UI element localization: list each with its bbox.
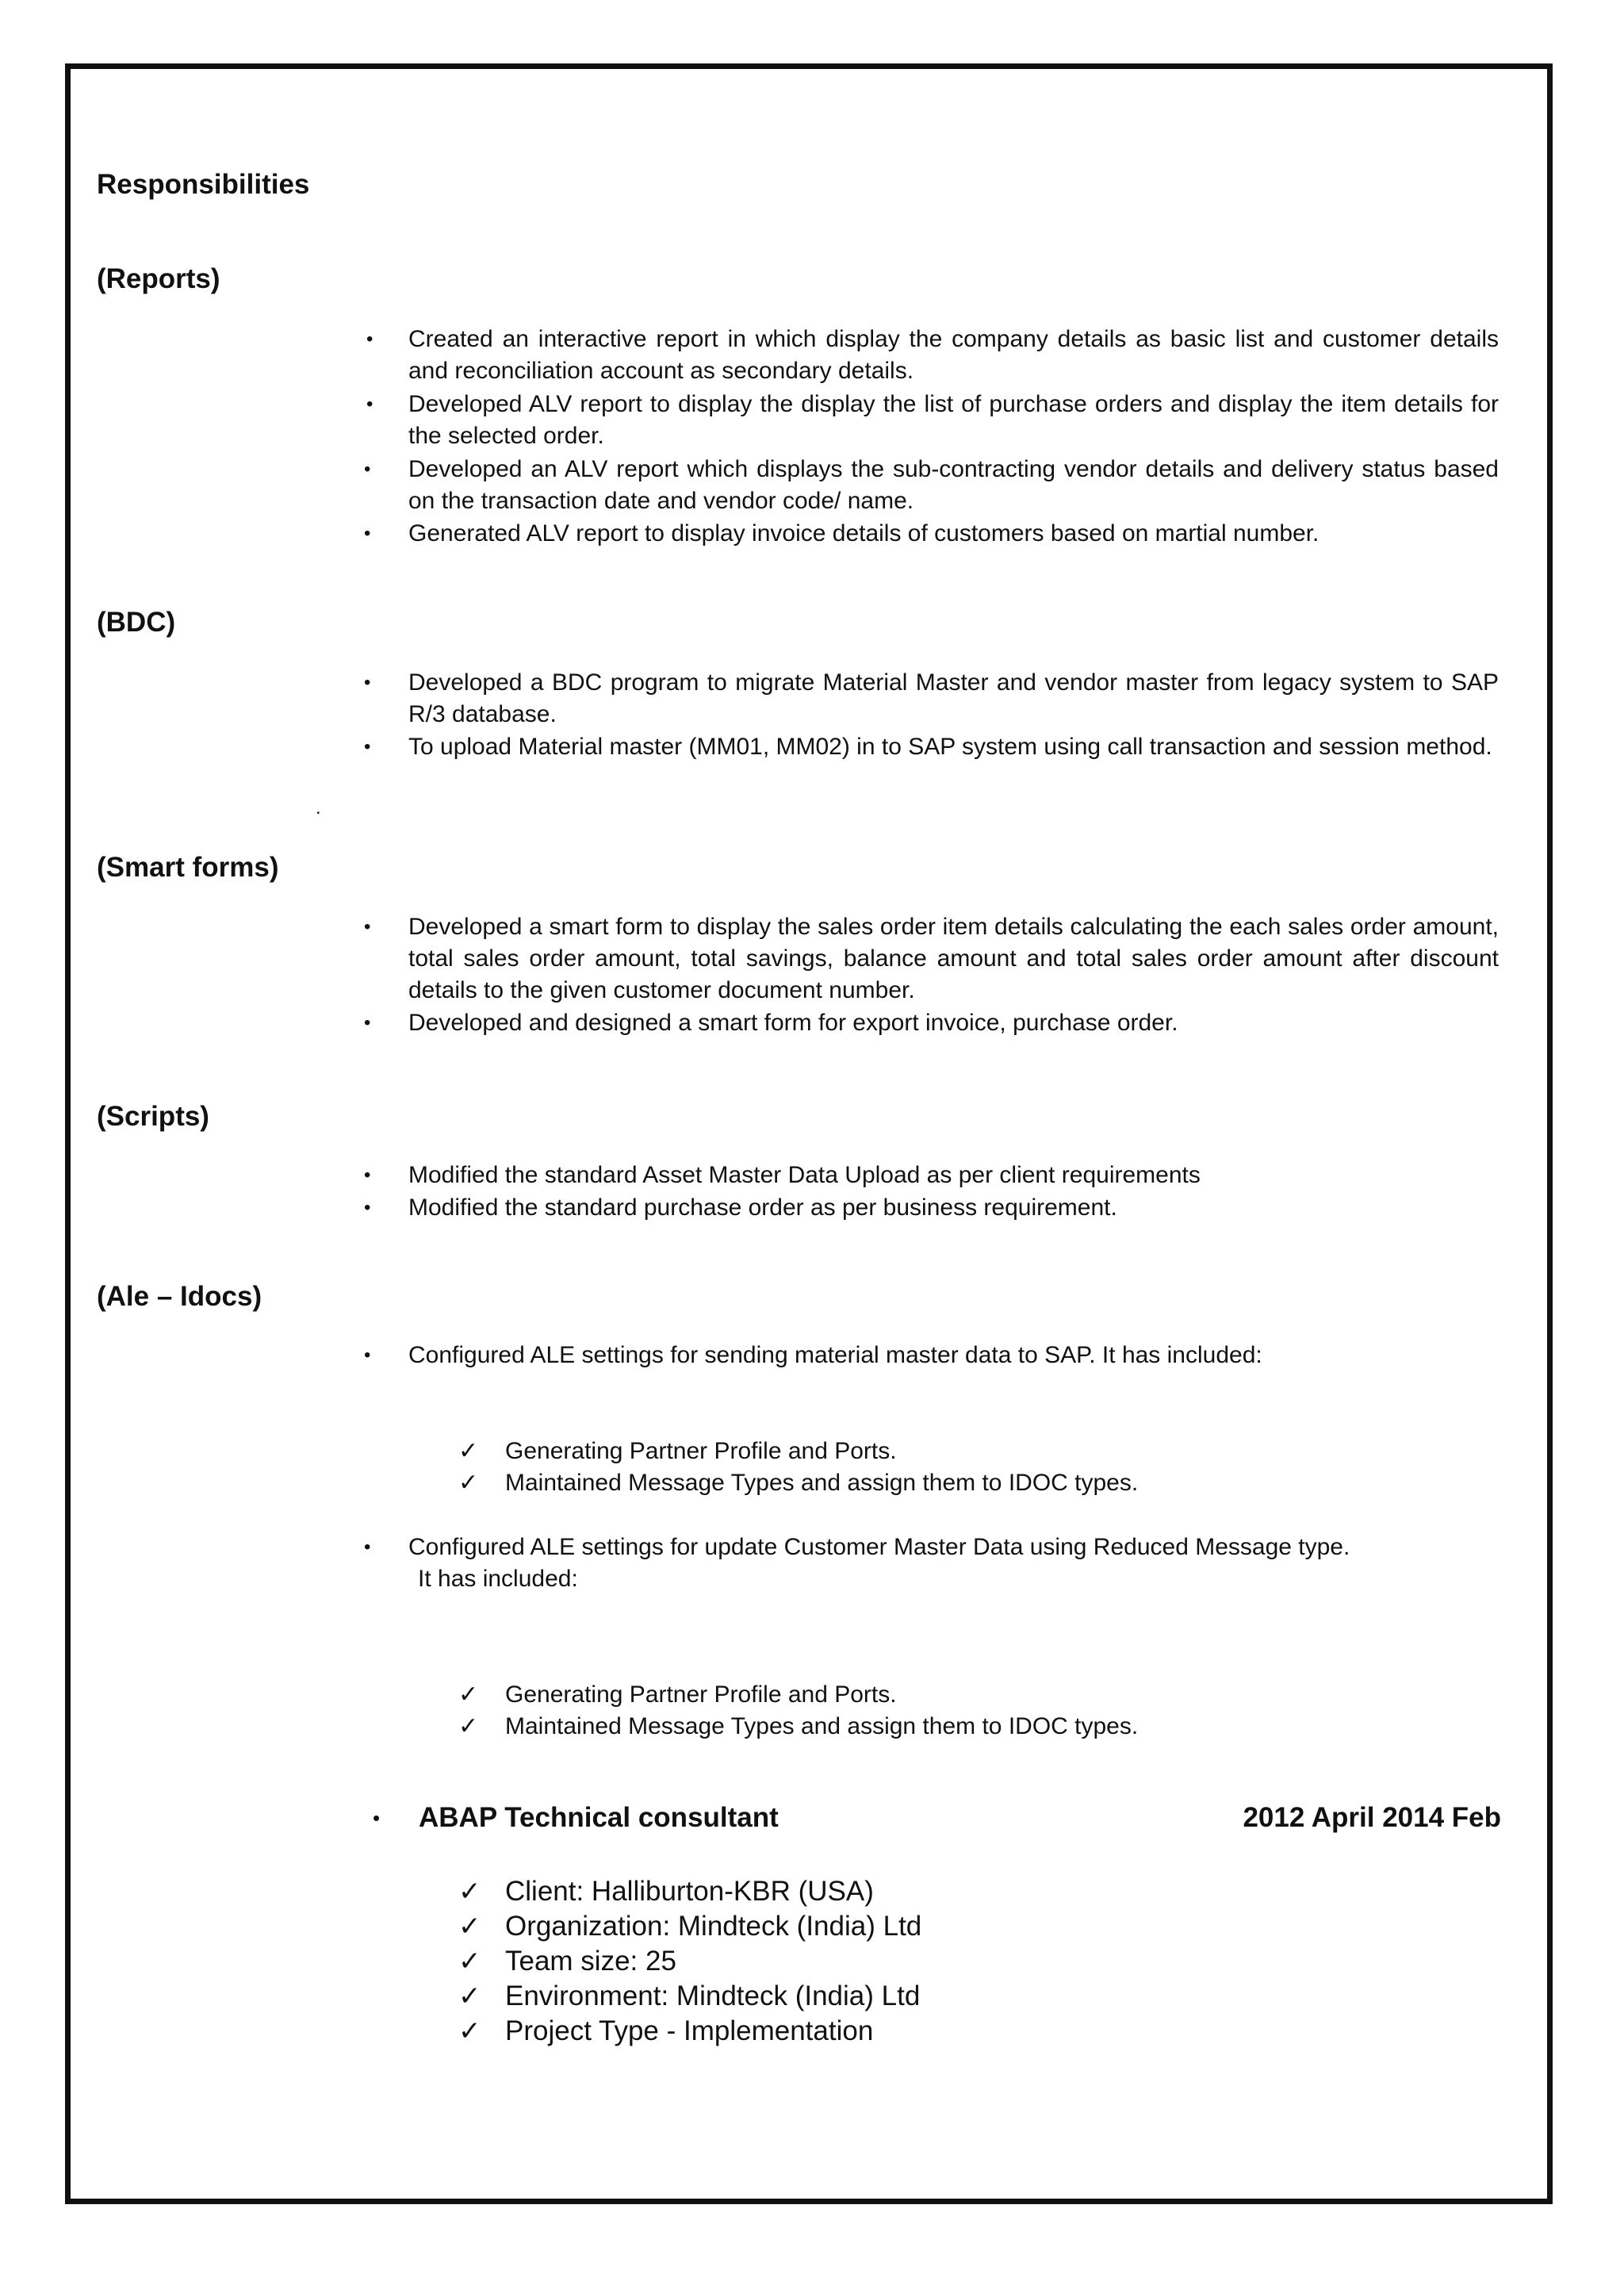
check-icon: ✓ [458, 1713, 479, 1739]
page-title: Responsibilities [97, 169, 310, 200]
check-icon: ✓ [458, 1946, 481, 1977]
list-item: Developed ALV report to display the display the list of purchase orders and display the item details for the selected order. [408, 391, 1499, 449]
bullet-icon: • [364, 458, 371, 480]
check-icon: ✓ [458, 1470, 479, 1496]
list-item: Generated ALV report to display invoice details of customers based on martial number. [408, 520, 1320, 546]
check-icon: ✓ [458, 1681, 479, 1708]
list-item: Developed an ALV report which displays the sub-contracting vendor details and delivery status based on the transaction date and vendor code/ name. [408, 456, 1499, 514]
list-item: Configured ALE settings for sending material master data to SAP. It has included: [408, 1342, 1262, 1368]
bullet-icon: • [364, 1164, 371, 1186]
section-heading-reports: (Reports) [97, 263, 220, 294]
stray-mark: . [316, 797, 321, 819]
job-detail-client: Client: Halliburton-KBR (USA) [505, 1876, 874, 1907]
list-item: To upload Material master (MM01, MM02) in to SAP system using call transaction and session method. [408, 734, 1492, 760]
bullet-icon: • [364, 672, 371, 693]
check-item: Maintained Message Types and assign them to IDOC types. [505, 1470, 1139, 1496]
section-heading-bdc: (BDC) [97, 607, 176, 638]
check-icon: ✓ [458, 1981, 481, 2011]
check-icon: ✓ [458, 1438, 479, 1464]
job-detail-organization: Organization: Mindteck (India) Ltd [505, 1911, 922, 1942]
section-heading-scripts: (Scripts) [97, 1101, 209, 1132]
list-item: Modified the standard Asset Master Data Upload as per client requirements [408, 1162, 1201, 1188]
list-item: Configured ALE settings for update Customer Master Data using Reduced Message type. [408, 1534, 1350, 1560]
check-item: Generating Partner Profile and Ports. [505, 1681, 897, 1708]
job-detail-environment: Environment: Mindteck (India) Ltd [505, 1980, 921, 2011]
check-icon: ✓ [458, 2016, 481, 2046]
check-icon: ✓ [458, 1877, 481, 1907]
check-icon: ✓ [458, 1911, 481, 1942]
job-detail-team-size: Team size: 25 [505, 1946, 676, 1977]
job-dates: 2012 April 2014 Feb [1243, 1802, 1501, 1833]
bullet-icon: • [364, 916, 371, 938]
list-item: Developed and designed a smart form for export invoice, purchase order. [408, 1010, 1178, 1036]
bullet-icon: • [366, 328, 373, 350]
list-item: Developed a smart form to display the sales order item details calculating the each sales order amount, total sales order amount, total savings, balance amount and total sales order amount after discount details to the given customer document number. [408, 914, 1499, 1003]
section-heading-ale-idocs: (Ale – Idocs) [97, 1281, 262, 1312]
list-item-continuation: It has included: [418, 1566, 578, 1592]
bullet-icon: • [364, 1197, 371, 1218]
bullet-icon: • [364, 1012, 371, 1033]
bullet-icon: • [364, 1536, 371, 1558]
bullet-icon: • [373, 1806, 381, 1830]
list-item: Developed a BDC program to migrate Material Master and vendor master from legacy system to SAP R/3 database. [408, 669, 1499, 727]
job-title: ABAP Technical consultant [419, 1802, 779, 1833]
bullet-icon: • [364, 1344, 371, 1366]
list-item: Created an interactive report in which display the company details as basic list and customer details and reconciliation account as secondary details. [408, 326, 1499, 384]
bullet-icon: • [364, 523, 371, 544]
check-item: Maintained Message Types and assign them to IDOC types. [505, 1713, 1139, 1739]
list-item: Modified the standard purchase order as per business requirement. [408, 1194, 1117, 1221]
section-heading-smart-forms: (Smart forms) [97, 852, 279, 883]
check-item: Generating Partner Profile and Ports. [505, 1438, 897, 1464]
bullet-icon: • [366, 393, 373, 415]
bullet-icon: • [364, 736, 371, 757]
job-detail-project-type: Project Type - Implementation [505, 2015, 874, 2046]
